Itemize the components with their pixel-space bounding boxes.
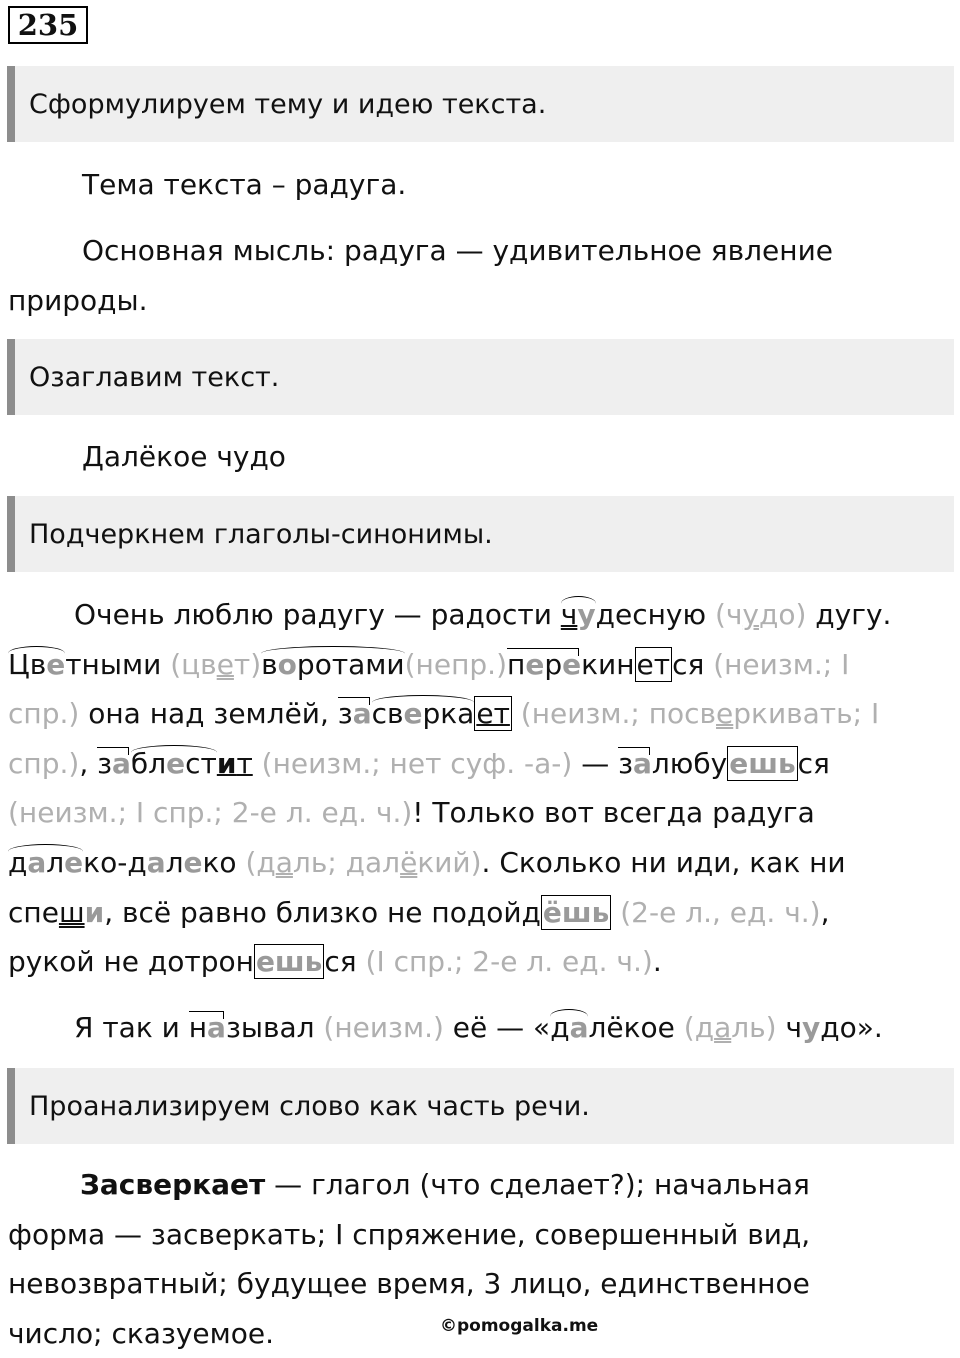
root-arc-word	[8, 640, 65, 690]
text: её — «	[443, 1010, 551, 1044]
analysis-line-3: невозвратный; будущее время, 3 лицо, единственное	[8, 1267, 810, 1301]
text: Очень люблю радугу — радости	[74, 598, 561, 631]
note: спр.)	[8, 697, 80, 731]
note-vowel: у	[742, 598, 759, 631]
text: тными	[65, 647, 171, 681]
text: ко	[202, 845, 246, 879]
note: (ч	[714, 598, 743, 631]
text: дугу.	[806, 598, 892, 631]
text: —	[572, 746, 619, 780]
vowel: а	[27, 845, 47, 879]
letter: ч	[560, 598, 578, 631]
text: . Сколько ни иди, как ни	[481, 845, 846, 879]
vowel: а	[352, 697, 372, 731]
text: ,	[79, 746, 98, 780]
vowel: и	[84, 895, 105, 929]
verb-underlined	[97, 747, 253, 780]
prefix-mark	[97, 739, 131, 789]
root-arc-word	[550, 1003, 588, 1053]
root-arc-word	[8, 838, 83, 888]
analysis-line-4: число; сказуемое.	[8, 1316, 275, 1350]
text: рукой не дотрон	[8, 945, 254, 979]
note: (I спр.; 2-е л. ед. ч.)	[365, 945, 653, 979]
text-line-4	[8, 739, 953, 789]
text: ,	[820, 895, 830, 929]
text-line-7	[8, 888, 953, 938]
note: (неизм.; I	[713, 647, 850, 681]
section-heading-theme: Сформулируем тему и идею текста.	[7, 66, 954, 142]
text: з	[97, 746, 113, 780]
note: (д	[683, 1010, 715, 1044]
text: ст	[185, 746, 217, 780]
text: ч	[776, 1010, 803, 1044]
note: кий)	[417, 845, 482, 879]
theme-line: Тема текста – радуга.	[82, 168, 407, 201]
note: т)	[233, 647, 262, 681]
section-heading-title: Озаглавим текст.	[7, 339, 954, 415]
note-vowel: а	[714, 1010, 732, 1044]
note: (неизм.; нет суф. -а-)	[252, 746, 573, 780]
text: з	[618, 746, 633, 780]
vowel: у	[802, 1010, 821, 1044]
note: ркивать; I	[733, 697, 880, 731]
section-heading-verbs: Подчеркнем глаголы-синонимы.	[7, 496, 954, 572]
note-vowel: а	[275, 845, 293, 879]
vowel: е	[166, 746, 186, 780]
prefix-mark	[189, 1003, 226, 1053]
text: любу	[651, 746, 728, 780]
root-arc-word	[561, 590, 596, 640]
text: до».	[820, 1010, 883, 1044]
note: (неизм.)	[323, 1010, 444, 1044]
text-line-6	[8, 838, 953, 888]
text: ко-д	[83, 845, 147, 879]
text: , всё равно близко не подойд	[104, 895, 541, 929]
text: лёкое	[588, 1010, 684, 1044]
note-vowel: е	[216, 647, 234, 681]
vowel-bold: и	[216, 746, 237, 780]
text: рка	[422, 697, 475, 731]
vowel: е	[64, 845, 84, 879]
vowel: ёшь	[542, 895, 610, 929]
note-vowel: е	[716, 697, 734, 731]
prefix-mark	[338, 689, 372, 739]
text-line-3	[8, 689, 953, 739]
section-heading-analysis: Проанализируем слово как часть речи.	[7, 1068, 954, 1144]
ending-box	[254, 944, 324, 979]
prefix-mark	[507, 640, 581, 690]
vowel: е	[562, 647, 582, 681]
note: до)	[758, 598, 807, 631]
vowel: о	[277, 647, 297, 681]
text: десную	[595, 598, 715, 631]
main-idea-line: Основная мысль: радуга — удивительное явление	[82, 234, 833, 267]
text-line-9	[8, 1003, 953, 1053]
text: спе	[8, 895, 59, 929]
analysis-line-2: форма — засверкать; I спряжение, совершенный вид,	[8, 1217, 811, 1251]
text: ротами	[296, 647, 405, 681]
text: св	[371, 697, 404, 731]
verb-underlined	[338, 697, 512, 730]
text: л	[165, 845, 184, 879]
ending-box: ет	[476, 697, 510, 731]
text: Я так и	[74, 1010, 189, 1044]
text: она над землёй,	[79, 697, 338, 731]
note: (неизм.; I спр.; 2-е л. ед. ч.)	[8, 796, 413, 830]
vowel: е	[525, 647, 545, 681]
vowel: е	[403, 697, 423, 731]
text: р	[544, 647, 563, 681]
prefix-mark	[618, 739, 652, 789]
text: в	[261, 647, 278, 681]
note: ль)	[731, 1010, 777, 1044]
text: т	[236, 746, 253, 780]
vowel: а	[207, 1010, 226, 1044]
note: ль; дал	[292, 845, 401, 879]
text: н	[188, 1010, 208, 1044]
text: зывал	[225, 1010, 324, 1044]
text-line-2	[8, 640, 953, 690]
text: ся	[797, 746, 830, 780]
vowel: ешь	[255, 945, 323, 979]
text: д	[550, 1010, 570, 1044]
note: спр.)	[8, 746, 80, 780]
note: (неизм.; посв	[511, 697, 717, 731]
text: кин	[581, 647, 635, 681]
text: бл	[130, 746, 167, 780]
vowel: е	[46, 647, 66, 681]
text: з	[337, 697, 353, 731]
note: (д	[245, 845, 276, 879]
analysis-line-1	[8, 1160, 953, 1210]
root-arc-word	[131, 739, 217, 789]
root-arc-word	[372, 689, 475, 739]
vowel: ешь	[729, 746, 796, 780]
text: ся	[324, 945, 366, 979]
text-line-8	[8, 937, 953, 987]
ending-box: ет	[636, 647, 671, 681]
text: — глагол (что сделает?); начальная	[265, 1168, 810, 1201]
text-title: Далёкое чудо	[82, 440, 286, 473]
ending-box	[541, 895, 611, 930]
main-text	[8, 590, 953, 1052]
text: д	[8, 845, 28, 879]
vowel: а	[112, 746, 131, 780]
vowel: а	[633, 746, 652, 780]
vowel: е	[183, 845, 203, 879]
exercise-number: 235	[8, 6, 88, 44]
text: ся	[672, 647, 714, 681]
text: п	[507, 647, 526, 681]
text: ! Только вот всегда радуга	[412, 796, 815, 830]
letter: ш	[58, 895, 85, 929]
text: л	[46, 845, 65, 879]
text: .	[652, 945, 662, 979]
note: (непр.)	[404, 647, 507, 681]
text-line-1	[8, 590, 953, 640]
root-arc-word	[261, 640, 404, 690]
vowel: у	[577, 598, 596, 631]
vowel: а	[146, 845, 166, 879]
note: (2-е л., ед. ч.)	[611, 895, 821, 929]
text-line-5	[8, 788, 953, 838]
vowel: а	[569, 1010, 589, 1044]
ending-box	[727, 746, 797, 781]
main-idea-line-cont: природы.	[8, 284, 148, 317]
analyzed-word: Засверкает	[80, 1168, 266, 1201]
text: Цв	[8, 647, 47, 681]
footer-watermark: ©pomogalka.me	[440, 1316, 599, 1336]
note-vowel: ё	[400, 845, 418, 879]
note: (цв	[170, 647, 217, 681]
